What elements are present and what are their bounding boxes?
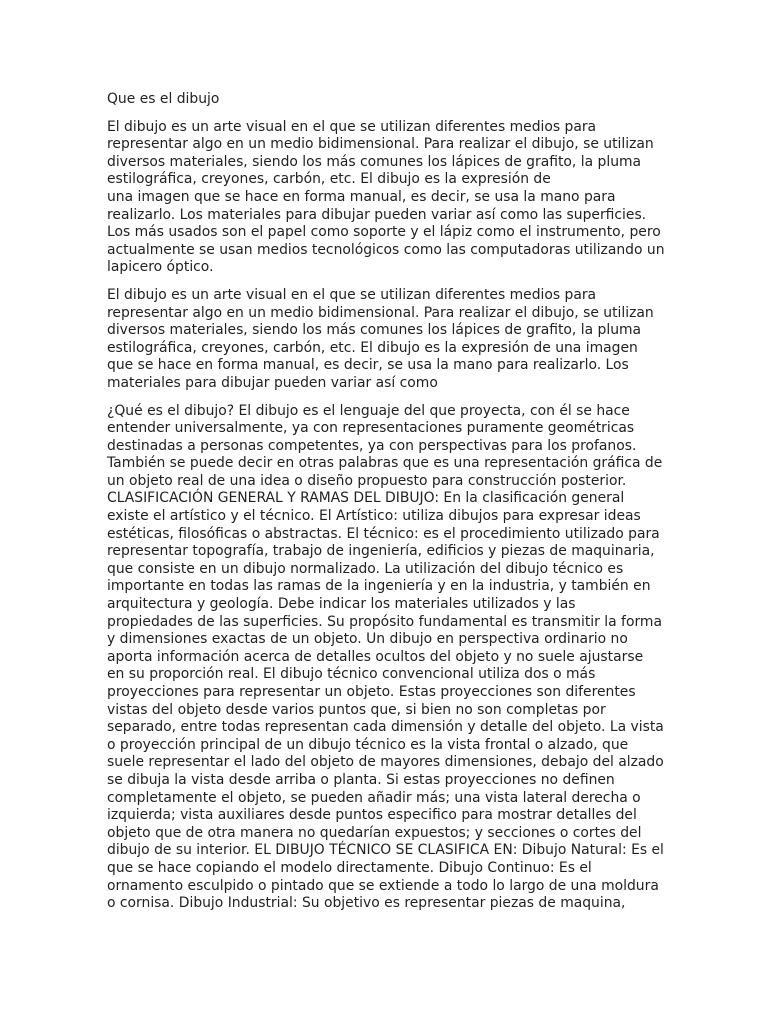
text-line: importante en todas las ramas de la ingeniería y en la industria, y también en (107, 578, 651, 595)
text-line: o proyección principal de un dibujo técnico es la vista frontal o alzado, que (107, 736, 629, 753)
text-line: suele representar el lado del objeto de mayores dimensiones, debajo del alzado (107, 754, 664, 771)
text-line: El dibujo es un arte visual en el que se utilizan diferentes medios para (107, 286, 597, 303)
text-line: destinadas a personas competentes, ya con perspectivas para los profanos. (107, 437, 637, 454)
text-line: vistas del objeto desde varios puntos que, si bien no son completas por (107, 701, 606, 718)
text-line: o cornisa. Dibujo Industrial: Su objetivo es representar piezas de maquina, (107, 895, 626, 912)
text-line: estéticas, filosóficas o abstractas. El técnico: es el procedimiento utilizado para (107, 525, 660, 542)
text-line: existe el artístico y el técnico. El Artístico: utiliza dibujos para expresar ideas (107, 508, 641, 525)
text-line: El dibujo es un arte visual en el que se utilizan diferentes medios para (107, 118, 597, 135)
text-line: ¿Qué es el dibujo? El dibujo es el lenguaje del que proyecta, con él se hace (107, 402, 630, 419)
text-line: proyecciones para representar un objeto. Estas proyecciones son diferentes (107, 684, 636, 700)
text-line: y dimensiones exactas de un objeto. Un dibujo en perspectiva ordinario no (107, 631, 628, 648)
text-line: en su proporción real. El dibujo técnico convencional utiliza dos o más (107, 666, 596, 683)
text-line: que consiste en un dibujo normalizado. La utilización del dibujo técnico es (107, 560, 624, 577)
paragraph-3 (107, 403, 667, 913)
text-line: completamente el objeto, se pueden añadir más; una vista lateral derecha o (107, 789, 641, 806)
text-line: diversos materiales, siendo los más comunes los lápices de grafito, la pluma (107, 322, 642, 339)
text-line: propiedades de las superficies. Su propósito fundamental es transmitir la forma (107, 613, 662, 630)
text-line: También se puede decir en otras palabras que es una representación gráfica de (107, 455, 663, 472)
text-line: objeto que de otra manera no quedarían expuestos; y secciones o cortes del (107, 824, 642, 841)
text-line: izquierda; vista auxiliares desde puntos especifico para mostrar detalles del (107, 807, 637, 824)
text-line: diversos materiales, siendo los más comunes los lápices de grafito, la pluma (107, 153, 642, 170)
document-title: Que es el dibujo (107, 91, 220, 107)
document-page (107, 91, 667, 923)
text-line: estilográfica, creyones, carbón, etc. El dibujo es la expresión de (107, 171, 551, 188)
text-line: que se hace copiando el modelo directamente. Dibujo Continuo: Es el (107, 859, 592, 876)
text-line: actualmente se usan medios tecnológicos como las computadoras utilizando un (107, 241, 665, 258)
text-line: que se hace en forma manual, es decir, se usa la mano para realizarlo. Los (107, 357, 629, 374)
text-line: Los más usados son el papel como soporte y el lápiz como el instrumento, pero (107, 224, 661, 241)
text-line: representar algo en un medio bidimensional. Para realizar el dibujo, se utilizan (107, 136, 654, 153)
text-line: dibujo de su interior. EL DIBUJO TÉCNICO SE CLASIFICA EN: Dibujo Natural: Es el (107, 842, 664, 859)
text-line: ornamento esculpido o pintado que se extiende a todo lo largo de una moldura (107, 877, 659, 894)
text-line: se dibuja la vista desde arriba o planta. Si estas proyecciones no definen (107, 771, 615, 788)
text-line: lapicero óptico. (107, 259, 214, 276)
text-line: entender universalmente, ya con representaciones puramente geométricas (107, 420, 635, 437)
text-line: una imagen que se hace en forma manual, es decir, se usa la mano para (107, 188, 616, 205)
text-line: representar topografía, trabajo de ingeniería, edificios y piezas de maquinaria, (107, 543, 655, 560)
text-line: realizarlo. Los materiales para dibujar pueden variar así como las superficies. (107, 206, 647, 223)
paragraph-2 (107, 287, 667, 393)
text-line: aporta información acerca de detalles ocultos del objeto y no suele ajustarse (107, 648, 644, 665)
text-line: un objeto real de una idea o diseño propuesto para construcción posterior. (107, 472, 627, 489)
text-line: materiales para dibujar pueden variar así como (107, 374, 438, 391)
paragraph-1 (107, 119, 667, 277)
text-line: separado, entre todas representan cada dimensión y detalle del objeto. La vista (107, 719, 664, 736)
text-line: representar algo en un medio bidimensional. Para realizar el dibujo, se utilizan (107, 304, 654, 321)
text-line: CLASIFICACIÓN GENERAL Y RAMAS DEL DIBUJO: En la clasificación general (107, 490, 625, 507)
text-line: arquitectura y geología. Debe indicar los materiales utilizados y las (107, 596, 576, 613)
text-line: estilográfica, creyones, carbón, etc. El dibujo es la expresión de una imagen (107, 339, 638, 356)
